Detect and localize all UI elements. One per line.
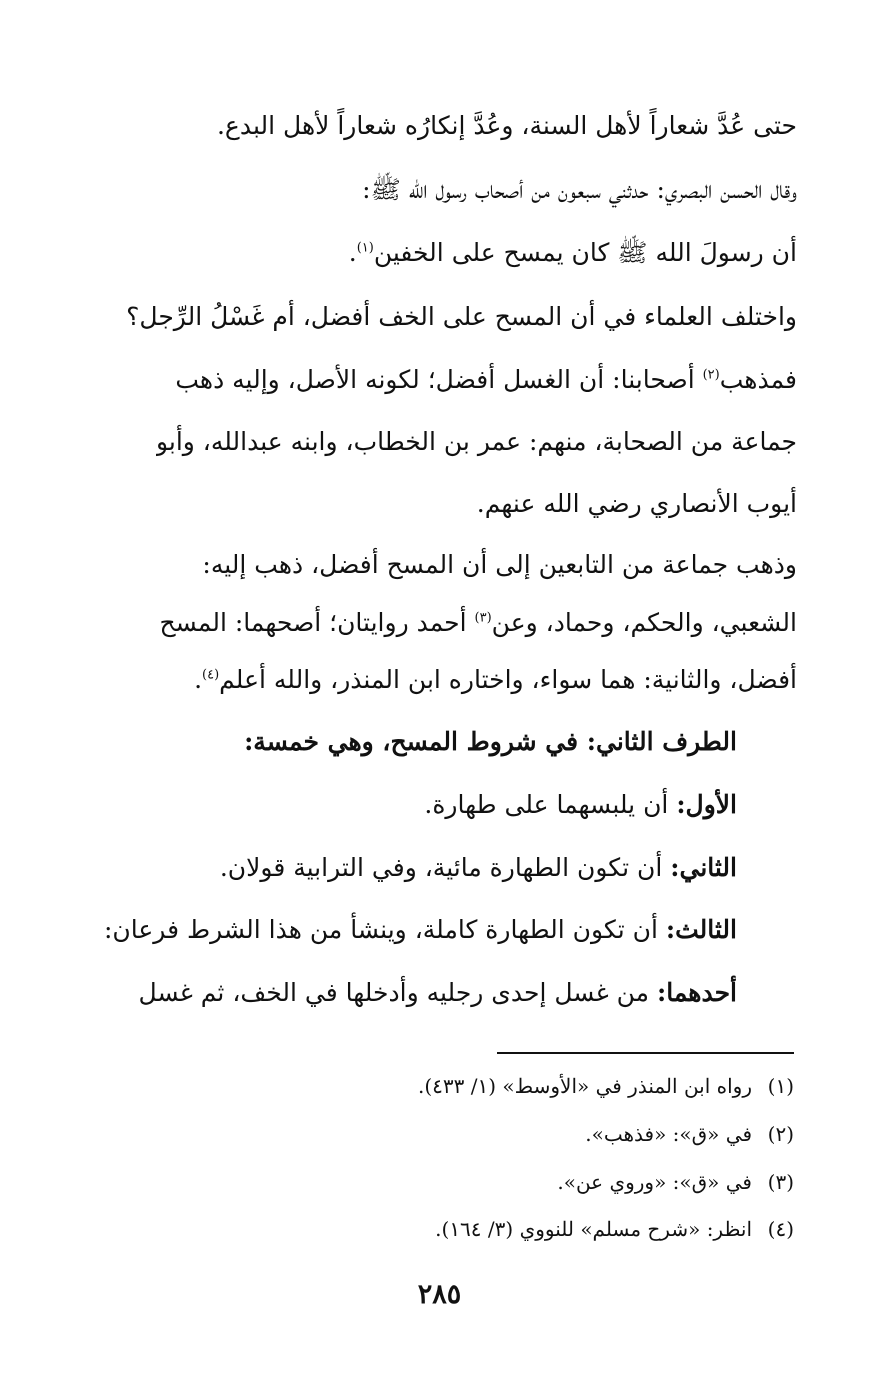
condition-text: أن يلبسهما على طهارة. [424, 790, 677, 819]
footnote-separator [497, 1052, 794, 1054]
body-line-text: الشعبي، والحكم، وحماد، وعن [491, 608, 797, 637]
footnote-text: رواه ابن المنذر في «الأوسط» (١/ ٤٣٣). [417, 1074, 752, 1098]
footnote-1 [418, 1071, 794, 1101]
footnote-number: (٤) [767, 1217, 794, 1241]
body-line-4 [126, 297, 797, 337]
branch-first [139, 973, 737, 1013]
body-line-text: . [194, 665, 203, 694]
body-line-text: حتى عُدَّ شعاراً لأهل السنة، وعُدَّ إنكارُه شعاراً لأهل البدع. [216, 111, 797, 140]
condition-text: أن تكون الطهارة كاملة، وينشأ من هذا الشرط فرعان: [103, 915, 666, 944]
body-line-10 [194, 660, 797, 700]
condition-label: الأول: [676, 790, 737, 819]
body-line-text: . [348, 238, 357, 267]
footnote-marker: (١) [356, 240, 374, 256]
body-line-8 [202, 545, 797, 585]
body-line-text: وذهب جماعة من التابعين إلى أن المسح أفضل، ذهب إليه: [202, 550, 797, 579]
footnote-number: (١) [767, 1074, 794, 1098]
body-line-text: وقال الحسن البصري: حدثني سبعون من أصحاب رسول الله ﷺ: [362, 175, 797, 204]
footnote-marker: (٣) [474, 610, 492, 626]
body-line-7 [477, 484, 797, 524]
condition-label: الثالث: [665, 915, 737, 944]
branch-text: من غسل إحدى رجليه وأدخلها في الخف، ثم غسل [138, 978, 657, 1007]
section-heading-text: الطرف الثاني: في شروط المسح، وهي خمسة: [244, 727, 737, 756]
branch-label: أحدهما: [656, 978, 737, 1007]
condition-second [220, 848, 737, 888]
body-line-6 [156, 422, 797, 462]
footnote-marker: (٢) [702, 367, 720, 383]
body-line-5 [175, 360, 797, 400]
condition-label: الثاني: [670, 853, 737, 882]
condition-text: أن تكون الطهارة مائية، وفي الترابية قولان. [219, 853, 671, 882]
footnote-text: في «ق»: «وروي عن». [557, 1170, 752, 1194]
footnote-number: (٣) [767, 1170, 794, 1194]
page-number: ٢٨٥ [417, 1279, 462, 1310]
body-line-text: جماعة من الصحابة، منهم: عمر بن الخطاب، وابنه عبدالله، وأبو [155, 427, 797, 456]
body-line-text: فمذهب [719, 365, 797, 394]
footnote-text: في «ق»: «فذهب». [585, 1122, 752, 1146]
body-line-1 [217, 106, 797, 146]
footnote-text: انظر: «شرح مسلم» للنووي (٣/ ١٦٤). [435, 1217, 752, 1241]
footnote-marker: (٤) [202, 667, 220, 683]
body-line-text: أيوب الأنصاري رضي الله عنهم. [476, 489, 797, 518]
body-line-2 [362, 170, 797, 210]
footnote-number: (٢) [767, 1122, 794, 1146]
section-heading [244, 722, 737, 762]
body-line-text: واختلف العلماء في أن المسح على الخف أفضل، أم غَسْلُ الرِّجل؟ [126, 302, 797, 331]
condition-first [424, 785, 737, 825]
body-line-text: أحمد روايتان؛ أصحهما: المسح [159, 608, 475, 637]
body-line-9 [159, 603, 797, 643]
condition-third [104, 910, 737, 950]
body-line-text: أفضل، والثانية: هما سواء، واختاره ابن المنذر، والله أعلم [219, 665, 797, 694]
footnote-3 [557, 1167, 794, 1197]
body-line-text: أن رسولَ الله ﷺ كان يمسح على الخفين [373, 238, 797, 267]
footnote-4 [435, 1214, 794, 1244]
body-line-text: أصحابنا: أن الغسل أفضل؛ لكونه الأصل، وإليه ذهب [175, 365, 703, 394]
footnote-2 [585, 1119, 794, 1149]
body-line-3 [349, 233, 797, 273]
